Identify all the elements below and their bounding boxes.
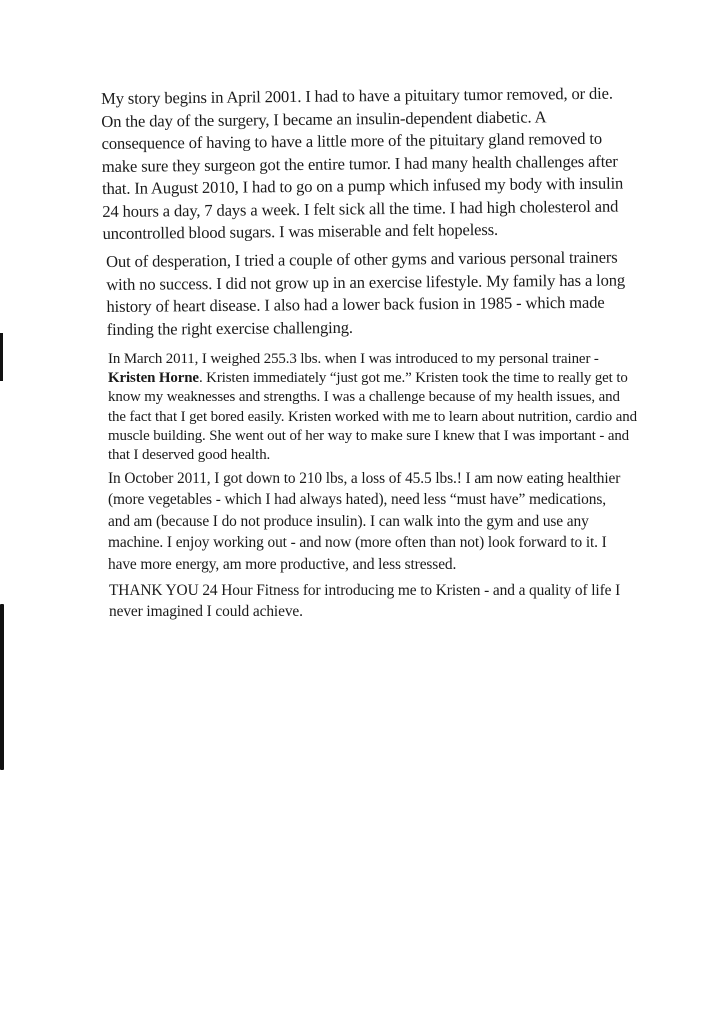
paragraph-thank-you: THANK YOU 24 Hour Fitness for introducing me to Kristen - and a quality of life I never imagined I could achieve. — [109, 582, 621, 621]
paragraph-weight-loss-results: In October 2011, I got down to 210 lbs, a loss of 45.5 lbs.! I am now eating healthier (more vegetables - which I had always hated), need less “must have” medications, and am (because I do not produce insulin). I can walk into the gym and use any machine. I enjoy working out - and now (more often than not) look forward to it. I have more energy, am more productive, and less stressed. — [108, 470, 621, 573]
scan-edge-mark — [0, 333, 3, 381]
paragraph-story-beginning: My story begins in April 2001. I had to have a pituitary tumor removed, or die. On the day of the surgery, I became an insulin-dependent diabetic. A consequence of having to have a little more of the pituitary gland removed to make sure they surgeon got the entire tumor. I had many health challenges after that. In August 2010, I had to go on a pump which infused my body with insulin 24 hours a day, 7 days a week. I felt sick all the time. I had high cholesterol and uncontrolled blood sugars. I was miserable and felt hopeless. — [101, 83, 624, 243]
paragraph-trainer-introduction — [108, 350, 638, 465]
scan-edge-mark — [0, 604, 4, 770]
trainer-name: Kristen Horne — [108, 370, 199, 387]
paragraph-text-after-name: . Kristen immediately “just got me.” Kristen took the time to really get to know my weaknesses and strengths. I was a challenge because of my health issues, and the fact that I get bored easily. Kristen worked with me to learn about nutrition, cardio and muscle building. She went out of her way to make sure I knew that I was important - and that I deserved good health. — [108, 370, 637, 464]
paragraph-text-before-name: In March 2011, I weighed 255.3 lbs. when I was introduced to my personal trainer - — [108, 351, 599, 367]
paragraph-desperation: Out of desperation, I tried a couple of other gyms and various personal trainers with no success. I did not grow up in an exercise lifestyle. My family has a long history of heart disease. I also had a lower back fusion in 1985 - which made finding the right exercise challenging. — [106, 247, 626, 339]
